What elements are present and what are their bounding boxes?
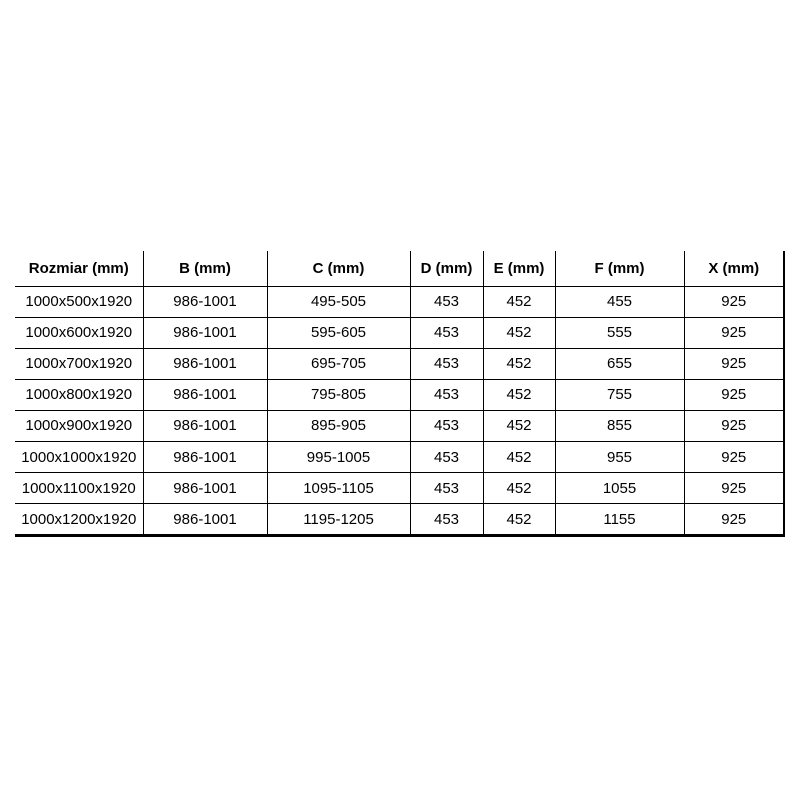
- cell-x: 925: [684, 317, 784, 348]
- cell-c: 795-805: [267, 379, 410, 410]
- cell-x: 925: [684, 379, 784, 410]
- cell-c: 1095-1105: [267, 473, 410, 504]
- cell-rozmiar: 1000x1200x1920: [15, 504, 143, 536]
- cell-c: 495-505: [267, 286, 410, 317]
- cell-f: 655: [555, 348, 684, 379]
- cell-e: 452: [483, 441, 555, 472]
- cell-b: 986-1001: [143, 348, 267, 379]
- cell-rozmiar: 1000x1100x1920: [15, 473, 143, 504]
- column-header-c: C (mm): [267, 251, 410, 286]
- cell-d: 453: [410, 504, 483, 536]
- cell-b: 986-1001: [143, 473, 267, 504]
- table-row: [15, 379, 784, 410]
- table-head: [15, 251, 784, 286]
- table-row: [15, 441, 784, 472]
- header-row: [15, 251, 784, 286]
- cell-d: 453: [410, 286, 483, 317]
- cell-f: 855: [555, 410, 684, 441]
- cell-d: 453: [410, 473, 483, 504]
- cell-c: 595-605: [267, 317, 410, 348]
- cell-x: 925: [684, 473, 784, 504]
- column-header-b: B (mm): [143, 251, 267, 286]
- cell-f: 755: [555, 379, 684, 410]
- cell-rozmiar: 1000x700x1920: [15, 348, 143, 379]
- cell-rozmiar: 1000x1000x1920: [15, 441, 143, 472]
- cell-rozmiar: 1000x800x1920: [15, 379, 143, 410]
- cell-rozmiar: 1000x600x1920: [15, 317, 143, 348]
- cell-c: 695-705: [267, 348, 410, 379]
- table-row: [15, 410, 784, 441]
- size-spec-table: [15, 251, 785, 537]
- column-header-f: F (mm): [555, 251, 684, 286]
- cell-b: 986-1001: [143, 441, 267, 472]
- cell-e: 452: [483, 286, 555, 317]
- column-header-d: D (mm): [410, 251, 483, 286]
- cell-f: 955: [555, 441, 684, 472]
- cell-f: 455: [555, 286, 684, 317]
- cell-d: 453: [410, 348, 483, 379]
- cell-b: 986-1001: [143, 410, 267, 441]
- cell-f: 1155: [555, 504, 684, 536]
- cell-b: 986-1001: [143, 504, 267, 536]
- cell-e: 452: [483, 348, 555, 379]
- table-row: [15, 473, 784, 504]
- cell-f: 1055: [555, 473, 684, 504]
- cell-e: 452: [483, 317, 555, 348]
- cell-x: 925: [684, 286, 784, 317]
- cell-x: 925: [684, 441, 784, 472]
- cell-x: 925: [684, 504, 784, 536]
- cell-b: 986-1001: [143, 379, 267, 410]
- cell-d: 453: [410, 441, 483, 472]
- cell-c: 895-905: [267, 410, 410, 441]
- column-header-rozmiar: Rozmiar (mm): [15, 251, 143, 286]
- table-row: [15, 504, 784, 536]
- cell-rozmiar: 1000x500x1920: [15, 286, 143, 317]
- cell-d: 453: [410, 317, 483, 348]
- cell-rozmiar: 1000x900x1920: [15, 410, 143, 441]
- cell-e: 452: [483, 473, 555, 504]
- table-row: [15, 348, 784, 379]
- cell-d: 453: [410, 410, 483, 441]
- cell-e: 452: [483, 410, 555, 441]
- table-row: [15, 286, 784, 317]
- cell-c: 995-1005: [267, 441, 410, 472]
- column-header-e: E (mm): [483, 251, 555, 286]
- cell-f: 555: [555, 317, 684, 348]
- cell-x: 925: [684, 348, 784, 379]
- size-spec-table-container: [15, 251, 784, 537]
- cell-b: 986-1001: [143, 286, 267, 317]
- table-body: [15, 286, 784, 536]
- cell-e: 452: [483, 379, 555, 410]
- cell-d: 453: [410, 379, 483, 410]
- cell-b: 986-1001: [143, 317, 267, 348]
- cell-c: 1195-1205: [267, 504, 410, 536]
- column-header-x: X (mm): [684, 251, 784, 286]
- cell-e: 452: [483, 504, 555, 536]
- table-row: [15, 317, 784, 348]
- cell-x: 925: [684, 410, 784, 441]
